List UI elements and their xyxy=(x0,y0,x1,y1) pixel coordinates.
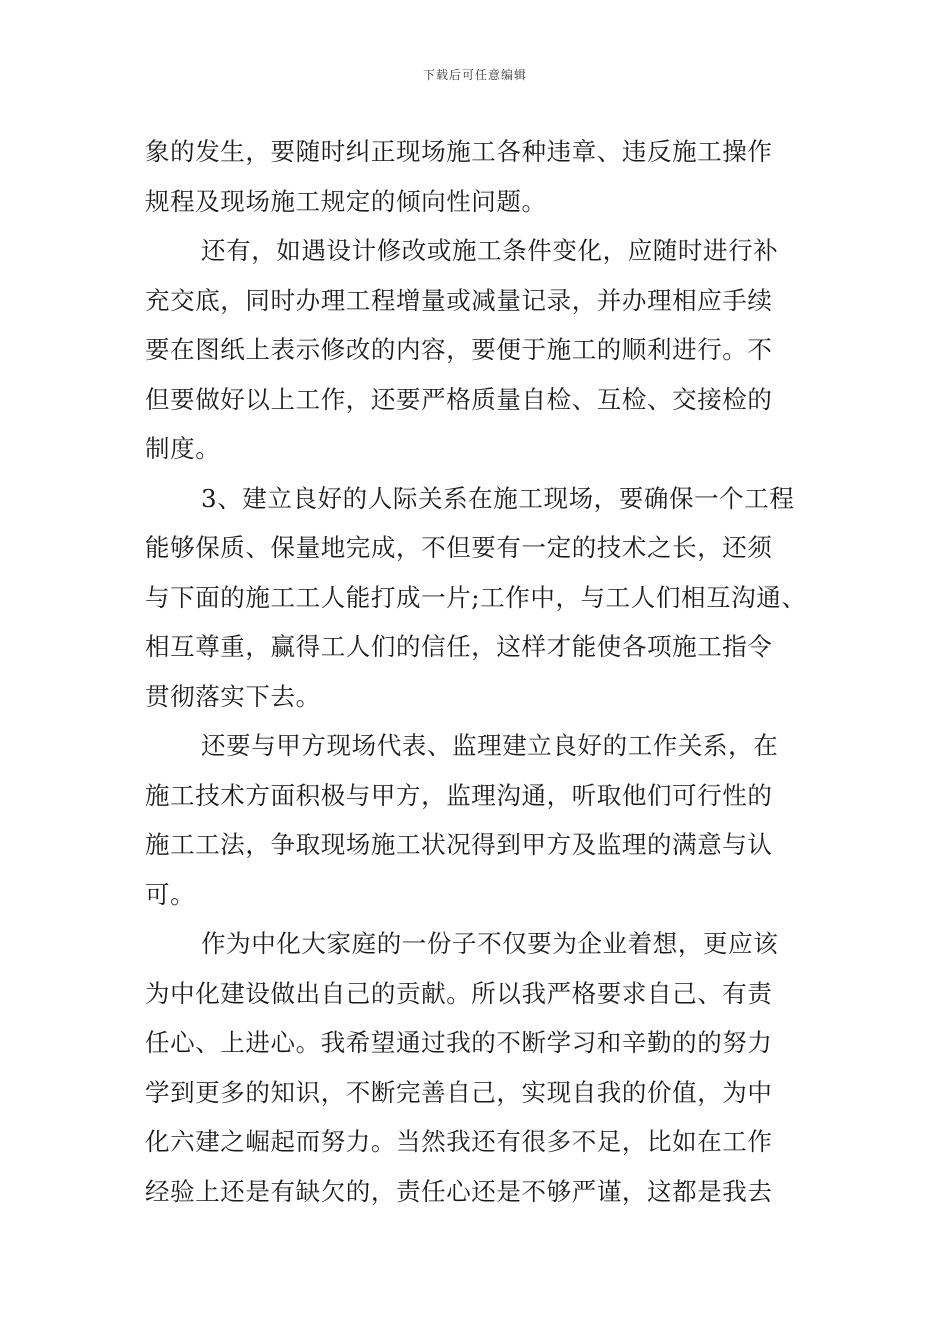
page-header: 下载后可任意编辑 xyxy=(422,68,527,82)
text-line: 象的发生，要随时纠正现场施工各种违章、违反施工操作 xyxy=(145,137,773,166)
text-line: 经验上还是有缺欠的，责任心还是不够严谨，这都是我去 xyxy=(145,1176,773,1206)
text-line: 相互尊重，赢得工人们的信任，这样才能使各项施工指令 xyxy=(145,632,773,661)
paragraph xyxy=(145,919,845,1216)
text-line: 规程及现场施工规定的倾向性问题。 xyxy=(145,186,547,216)
text-line: 施工工法，争取现场施工状况得到甲方及监理的满意与认 xyxy=(145,830,773,859)
text-line: 充交底，同时办理工程增量或减量记录，并办理相应手续 xyxy=(145,285,773,315)
text-line: 施工技术方面积极与甲方，监理沟通，听取他们可行性的 xyxy=(145,780,773,810)
text-line: 还要与甲方现场代表、监理建立良好的工作关系，在 xyxy=(201,731,779,760)
text-line: 化六建之崛起而努力。当然我还有很多不足，比如在工作 xyxy=(145,1127,773,1156)
text-line: 贯彻落实下去。 xyxy=(145,681,321,711)
text-line: 还有，如遇设计修改或施工条件变化，应随时进行补 xyxy=(201,236,779,265)
text-line: 与下面的施工工人能打成一片;工作中，与工人们相互沟通、 xyxy=(145,582,807,612)
text-line: 但要做好以上工作，还要严格质量自检、互检、交接检的 xyxy=(145,384,773,414)
text-line: 任心、上进心。我希望通过我的不断学习和辛勤的的努力 xyxy=(145,1028,773,1057)
paragraph xyxy=(145,127,845,226)
text-line: 能够保质、保量地完成，不但要有一定的技术之长，还须 xyxy=(145,533,773,562)
text-line: 为中化建设做出自己的贡献。所以我严格要求自己、有责 xyxy=(145,978,773,1008)
text-line: 作为中化大家庭的一份子不仅要为企业着想，更应该 xyxy=(201,929,779,958)
text-line: 要在图纸上表示修改的内容，要便于施工的顺利进行。不 xyxy=(145,335,773,364)
paragraph xyxy=(145,226,845,474)
paragraph xyxy=(145,474,845,722)
text-line: 3、建立良好的人际关系在施工现场，要确保一个工程 xyxy=(201,483,795,513)
text-line: 学到更多的知识，不断完善自己，实现自我的价值，为中 xyxy=(145,1077,773,1107)
text-line: 制度。 xyxy=(145,434,221,463)
text-line: 可。 xyxy=(145,879,196,909)
paragraph xyxy=(145,721,845,919)
document-body xyxy=(145,127,845,1216)
